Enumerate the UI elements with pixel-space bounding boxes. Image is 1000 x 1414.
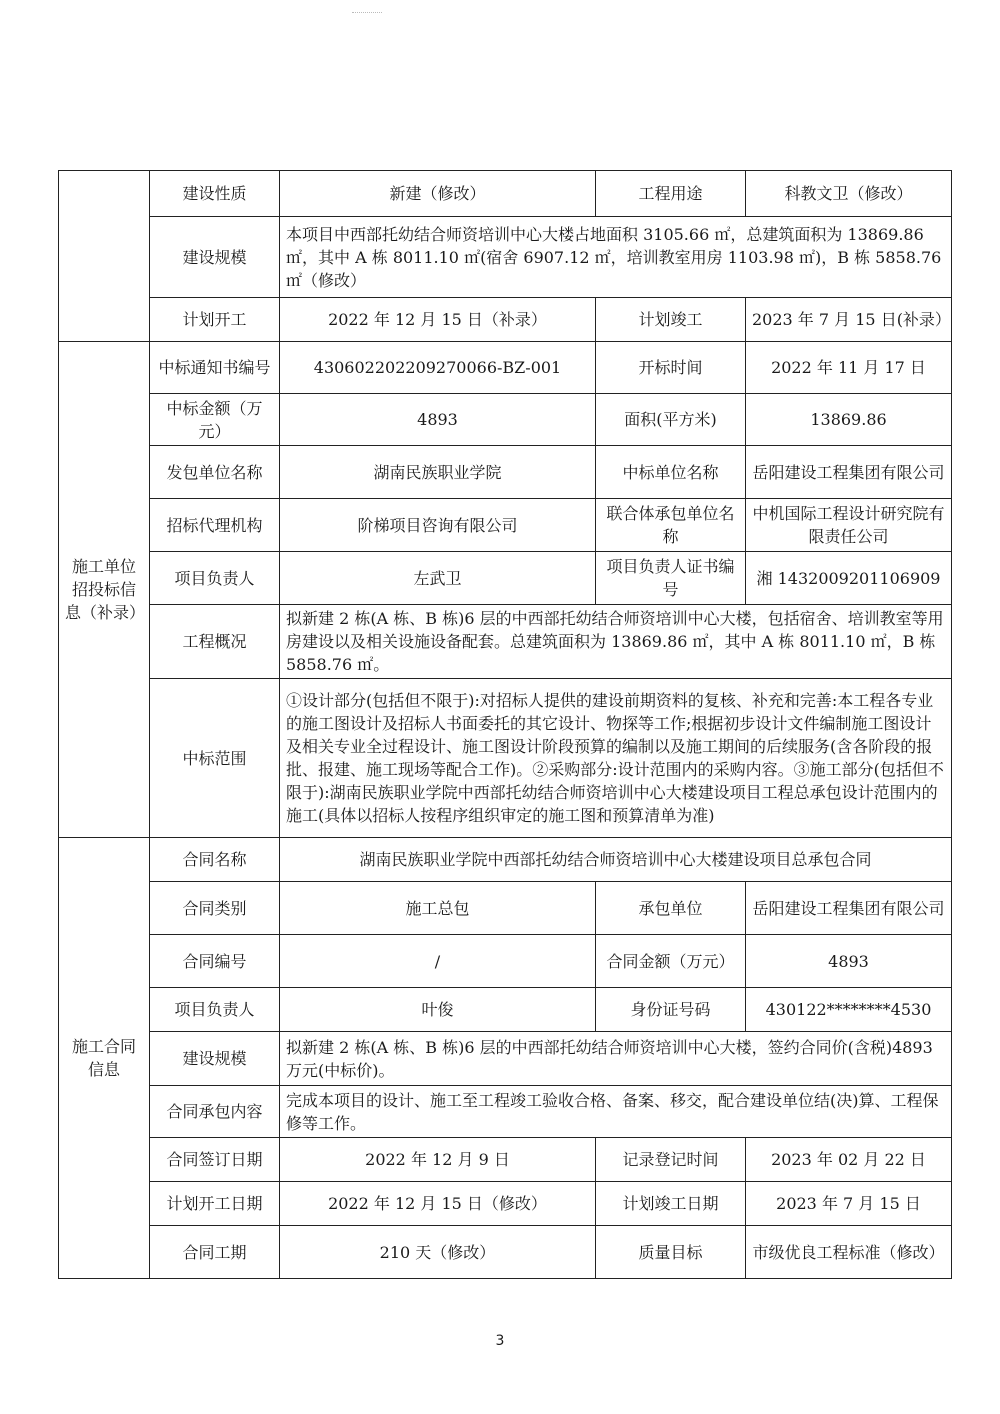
agency-value: 阶梯项目咨询有限公司 — [280, 499, 596, 552]
contract-no-label: 合同编号 — [150, 935, 280, 988]
id-value: 430122********4530 — [746, 988, 952, 1032]
project-info-table — [58, 170, 952, 1279]
contract-amount-label: 合同金额（万元） — [596, 935, 746, 988]
plan-start-value: 2022 年 12 月 15 日（补录） — [280, 298, 596, 342]
sign-date-value: 2022 年 12 月 9 日 — [280, 1138, 596, 1182]
table-row — [59, 1226, 952, 1279]
table-row — [59, 446, 952, 499]
area-label: 面积(平方米) — [596, 394, 746, 446]
table-row — [59, 217, 952, 298]
table-row — [59, 394, 952, 446]
plan-end-value: 2023 年 7 月 15 日(补录） — [746, 298, 952, 342]
scope-value: ①设计部分(包括但不限于):对招标人提供的建设前期资料的复核、补充和完善:本工程各专业的施工图设计及招标人书面委托的其它设计、物探等工作;根据初步设计文件编制施工图设计及相关专业全过程设计、施工图设计阶段预算的编制以及施工期间的后续服务(含各阶段的报批、报建、施工现场等配合工作)。②采购部分:设计范围内的采购内容。③施工部分(包括但不限于):湖南民族职业学院中西部托幼结合师资培训中心大楼建设项目工程总承包设计范围内的施工(具体以招标人按程序组织审定的施工图和预算清单为准) — [280, 679, 952, 838]
winner-label: 中标单位名称 — [596, 446, 746, 499]
table-row — [59, 935, 952, 988]
basic-section-cell — [59, 171, 150, 342]
scale-label: 建设规模 — [150, 217, 280, 298]
contract-content-value: 完成本项目的设计、施工至工程竣工验收合格、备案、移交，配合建设单位结(决)算、工程保修等工作。 — [280, 1086, 952, 1138]
consortium-label: 联合体承包单位名称 — [596, 499, 746, 552]
use-label: 工程用途 — [596, 171, 746, 217]
bid-amount-label: 中标金额（万元） — [150, 394, 280, 446]
contract-amount-value: 4893 — [746, 935, 952, 988]
record-time-value: 2023 年 02 月 22 日 — [746, 1138, 952, 1182]
table-row — [59, 679, 952, 838]
contractor-label: 承包单位 — [596, 882, 746, 935]
open-time-value: 2022 年 11 月 17 日 — [746, 342, 952, 394]
quality-label: 质量目标 — [596, 1226, 746, 1279]
id-label: 身份证号码 — [596, 988, 746, 1032]
table-row — [59, 1032, 952, 1086]
bid-amount-value: 4893 — [280, 394, 596, 446]
agency-label: 招标代理机构 — [150, 499, 280, 552]
nature-label: 建设性质 — [150, 171, 280, 217]
scope-label: 中标范围 — [150, 679, 280, 838]
table-row — [59, 1138, 952, 1182]
table-row — [59, 552, 952, 605]
table-row — [59, 171, 952, 217]
bidding-section-title: 施工单位招投标信息（补录） — [59, 342, 150, 838]
table-row — [59, 499, 952, 552]
table-row — [59, 605, 952, 679]
table-row — [59, 838, 952, 882]
table-row — [59, 988, 952, 1032]
contract-content-label: 合同承包内容 — [150, 1086, 280, 1138]
area-value: 13869.86 — [746, 394, 952, 446]
contract-type-value: 施工总包 — [280, 882, 596, 935]
scan-mark — [352, 12, 382, 15]
open-time-label: 开标时间 — [596, 342, 746, 394]
table-row — [59, 1182, 952, 1226]
use-value: 科教文卫（修改） — [746, 171, 952, 217]
table-row — [59, 342, 952, 394]
employer-label: 发包单位名称 — [150, 446, 280, 499]
cert-value: 湘 1432009201106909 — [746, 552, 952, 605]
table-row — [59, 298, 952, 342]
contract-scale-label: 建设规模 — [150, 1032, 280, 1086]
overview-value: 拟新建 2 栋(A 栋、B 栋)6 层的中西部托幼结合师资培训中心大楼，包括宿舍、培训教室等用房建设以及相关设施设备配套。总建筑面积为 13869.86 ㎡，其中 A 栋 8011.10 ㎡，B 栋 5858.76 ㎡。 — [280, 605, 952, 679]
contract-section-title: 施工合同信息 — [59, 838, 150, 1279]
table-row — [59, 1086, 952, 1138]
page-number: 3 — [495, 1333, 505, 1349]
record-time-label: 记录登记时间 — [596, 1138, 746, 1182]
period-value: 210 天（修改） — [280, 1226, 596, 1279]
table-row — [59, 882, 952, 935]
contract-name-label: 合同名称 — [150, 838, 280, 882]
contractor-value: 岳阳建设工程集团有限公司 — [746, 882, 952, 935]
bid-manager-value: 左武卫 — [280, 552, 596, 605]
cert-label: 项目负责人证书编号 — [596, 552, 746, 605]
notice-no-label: 中标通知书编号 — [150, 342, 280, 394]
contract-type-label: 合同类别 — [150, 882, 280, 935]
start-date-label: 计划开工日期 — [150, 1182, 280, 1226]
contract-manager-value: 叶俊 — [280, 988, 596, 1032]
employer-value: 湖南民族职业学院 — [280, 446, 596, 499]
notice-no-value: 430602202209270066-BZ-001 — [280, 342, 596, 394]
nature-value: 新建（修改） — [280, 171, 596, 217]
contract-scale-value: 拟新建 2 栋(A 栋、B 栋)6 层的中西部托幼结合师资培训中心大楼，签约合同价(含税)4893 万元(中标价)。 — [280, 1032, 952, 1086]
plan-end-label: 计划竣工 — [596, 298, 746, 342]
overview-label: 工程概况 — [150, 605, 280, 679]
contract-manager-label: 项目负责人 — [150, 988, 280, 1032]
sign-date-label: 合同签订日期 — [150, 1138, 280, 1182]
contract-no-value: / — [280, 935, 596, 988]
consortium-value: 中机国际工程设计研究院有限责任公司 — [746, 499, 952, 552]
period-label: 合同工期 — [150, 1226, 280, 1279]
bid-manager-label: 项目负责人 — [150, 552, 280, 605]
end-date-value: 2023 年 7 月 15 日 — [746, 1182, 952, 1226]
scale-value: 本项目中西部托幼结合师资培训中心大楼占地面积 3105.66 ㎡，总建筑面积为 13869.86 ㎡，其中 A 栋 8011.10 ㎡(宿舍 6907.12 ㎡，培训教室用房 1103.98 ㎡)，B 栋 5858.76 ㎡（修改） — [280, 217, 952, 298]
plan-start-label: 计划开工 — [150, 298, 280, 342]
winner-value: 岳阳建设工程集团有限公司 — [746, 446, 952, 499]
start-date-value: 2022 年 12 月 15 日（修改） — [280, 1182, 596, 1226]
contract-name-value: 湖南民族职业学院中西部托幼结合师资培训中心大楼建设项目总承包合同 — [280, 838, 952, 882]
quality-value: 市级优良工程标准（修改） — [746, 1226, 952, 1279]
end-date-label: 计划竣工日期 — [596, 1182, 746, 1226]
